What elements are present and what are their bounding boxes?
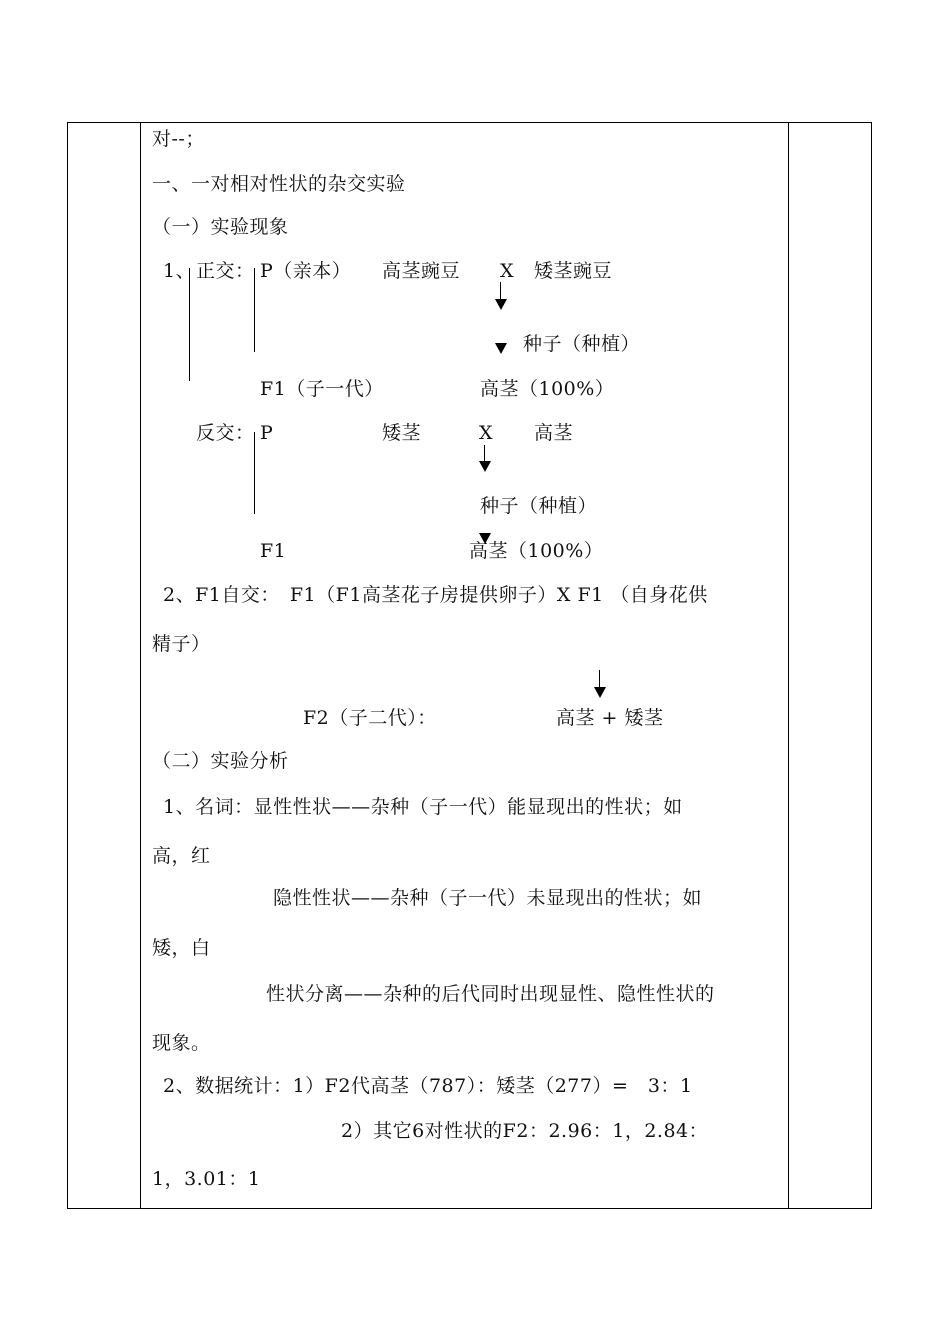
label-parent-reciprocal: P xyxy=(260,422,274,444)
text-seed-planting-reciprocal: 种子（种植） xyxy=(480,495,598,517)
text-f1-selfing: 2、F1自交： F1（F1高茎花子房提供卵子）X F1 （自身花供 xyxy=(163,584,708,606)
text-term-dominant-cont: 高，红 xyxy=(152,845,211,867)
arrow-down-icon xyxy=(479,445,491,472)
item-number-1: 1、 xyxy=(163,260,196,282)
label-reciprocal-cross: 反交： xyxy=(196,422,255,444)
text-seed-planting: 种子（种植） xyxy=(523,333,641,355)
text-f2-result: 高茎 + 矮茎 xyxy=(556,707,664,729)
text-data-stats: 2、数据统计：1）F2代高茎（787）：矮茎（277）= 3：1 xyxy=(163,1075,693,1097)
bracket-line-forward-cross xyxy=(254,268,255,352)
label-forward-cross: 正交： xyxy=(196,260,255,282)
label-f1-generation: F1（子一代） xyxy=(260,378,384,400)
text-line-continuation: 对--； xyxy=(152,128,205,150)
text-term-segregation: 性状分离——杂种的后代同时出现显性、隐性性状的 xyxy=(266,983,715,1005)
label-parent: P（亲本） xyxy=(260,260,352,282)
text-term-segregation-cont: 现象。 xyxy=(152,1032,211,1054)
arrow-down-icon xyxy=(479,533,491,545)
text-tall-pea: 高茎豌豆 xyxy=(382,260,461,282)
cross-symbol-reciprocal: X xyxy=(479,422,494,444)
arrow-down-icon xyxy=(495,343,507,355)
label-f1-reciprocal: F1 xyxy=(260,540,287,562)
bracket-line-item-1 xyxy=(189,268,190,381)
arrow-down-icon xyxy=(594,670,606,698)
table-column-divider-left xyxy=(140,122,141,1209)
section-heading-1: 一、一对相对性状的杂交实验 xyxy=(152,173,406,195)
cross-symbol: X xyxy=(500,260,515,282)
text-f1-selfing-cont: 精子） xyxy=(152,633,211,655)
text-other-traits-cont: 1，3.01：1 xyxy=(152,1168,261,1190)
table-column-divider-right xyxy=(788,122,789,1209)
text-f1-result-reciprocal: 高茎（100%） xyxy=(469,540,604,562)
text-short-pea: 矮茎豌豆 xyxy=(534,260,613,282)
text-term-dominant: 1、名词：显性性状——杂种（子一代）能显现出的性状；如 xyxy=(163,796,683,818)
label-f2-generation: F2（子二代）： xyxy=(303,707,437,729)
text-short-stem: 矮茎 xyxy=(382,422,422,444)
subsection-heading-analysis: （二）实验分析 xyxy=(152,750,289,772)
subsection-heading-experiment: （一）实验现象 xyxy=(152,216,289,238)
bracket-line-reciprocal-cross xyxy=(254,432,255,514)
text-other-traits: 2）其它6对性状的F2：2.96：1，2.84： xyxy=(341,1120,709,1142)
text-tall-stem: 高茎 xyxy=(534,422,574,444)
arrow-down-icon xyxy=(495,282,507,310)
text-term-recessive: 隐性性状——杂种（子一代）未显现出的性状；如 xyxy=(273,887,703,909)
text-term-recessive-cont: 矮，白 xyxy=(152,937,211,959)
text-f1-result: 高茎（100%） xyxy=(480,378,615,400)
